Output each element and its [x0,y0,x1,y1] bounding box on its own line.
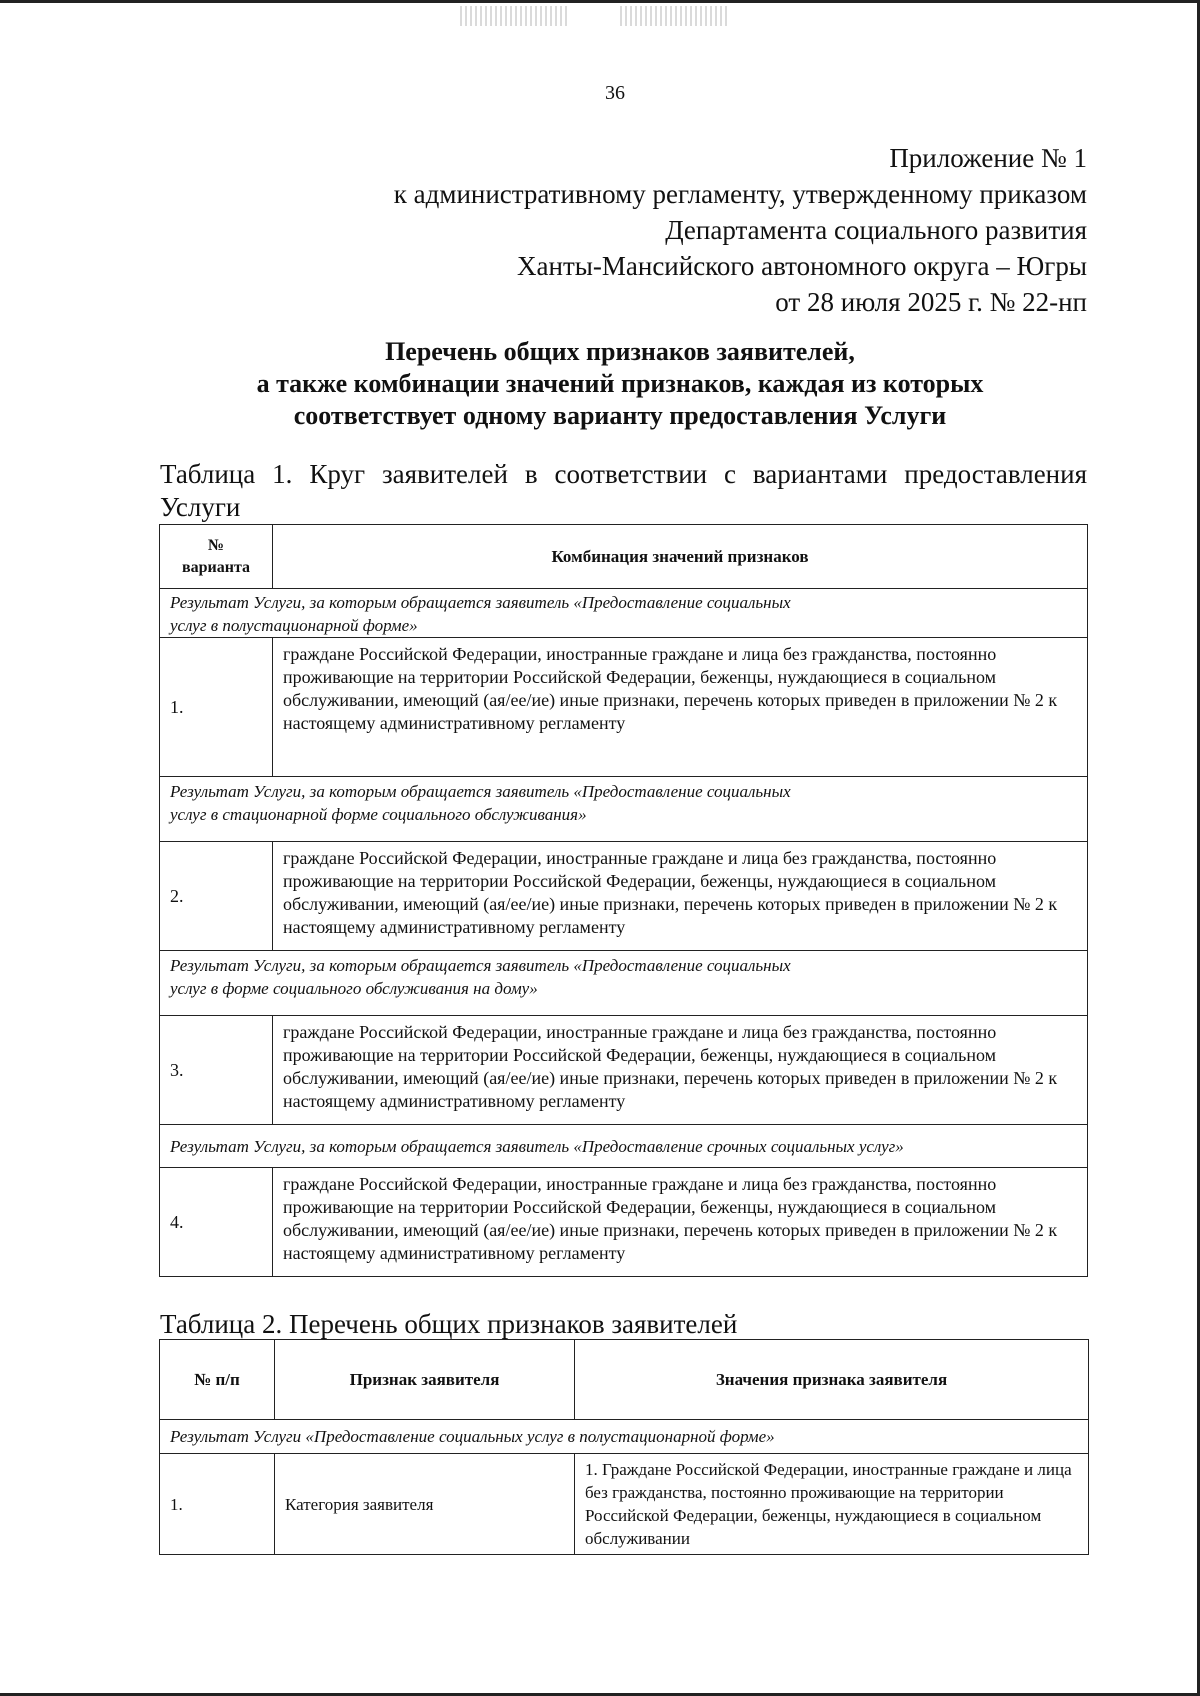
variant-number: 2. [160,842,273,951]
table1-variant-row [160,638,1088,777]
table2-header-row [160,1340,1089,1420]
scan-edge-top [0,0,1200,3]
header-attribute-values: Значения признака заявителя [575,1340,1089,1420]
scan-noise [460,6,570,26]
result-line: услуг в полустационарной форме» [170,616,418,635]
appendix-line: от 28 июля 2025 г. № 22-нп [775,287,1087,317]
title-line: Перечень общих признаков заявителей, [385,337,855,366]
result-cell [160,951,1088,1016]
title-line: соответствует одному варианту предоставления Услуги [293,401,947,430]
result-cell [160,589,1088,638]
header-combination: Комбинация значений признаков [273,525,1088,589]
table1 [159,524,1088,1277]
result-line: Результат Услуги, за которым обращается заявитель «Предоставление социальных [170,593,791,612]
page-number: 36 [605,82,625,104]
table1-variant-row [160,842,1088,951]
appendix-line: Приложение № 1 [889,143,1087,173]
row-number: 1. [160,1454,275,1555]
result-line: услуг в стационарной форме социального обслуживания» [170,805,587,824]
variant-combination: граждане Российской Федерации, иностранные граждане и лица без гражданства, постоянно проживающие на территории Российской Федерации, беженцы, нуждающиеся в социальном обслуживании, имеющий (ая/ее/ие) иные признаки, перечень которых приведен в приложении № 2 к настоящему административному регламенту [273,842,1088,951]
table1-result-row [160,1125,1088,1168]
scan-noise [620,6,730,26]
table2-result-row [160,1420,1089,1454]
table1-caption: Таблица 1. Круг заявителей в соответствии с вариантами предоставления [160,459,1087,489]
table1-variant-row [160,1016,1088,1125]
variant-number: 3. [160,1016,273,1125]
appendix-line: Ханты-Мансийского автономного округа – Югры [517,251,1087,281]
result-cell: Результат Услуги «Предоставление социальных услуг в полустационарной форме» [160,1420,1089,1454]
result-cell: Результат Услуги, за которым обращается заявитель «Предоставление срочных социальных услуг» [160,1125,1088,1168]
table2-caption: Таблица 2. Перечень общих признаков заявителей [160,1309,738,1339]
table2 [159,1339,1089,1555]
table1-result-row [160,951,1088,1016]
header-num-word: варианта [181,558,251,576]
header-row-number: № п/п [160,1340,275,1420]
table1-caption-continued: Услуги [160,492,241,522]
table2-row [160,1454,1089,1555]
appendix-line: к административному регламенту, утвержденному приказом [393,179,1087,209]
result-line: Результат Услуги, за которым обращается заявитель «Предоставление социальных [170,956,791,975]
variant-combination: граждане Российской Федерации, иностранные граждане и лица без гражданства, постоянно проживающие на территории Российской Федерации, беженцы, нуждающиеся в социальном обслуживании, имеющий (ая/ее/ие) иные признаки, перечень которых приведен в приложении № 2 к настоящему административному регламенту [273,638,1088,777]
document-title [140,336,1100,432]
variant-number: 4. [160,1168,273,1277]
row-attribute: Категория заявителя [275,1454,575,1555]
table1-header-row [160,525,1088,589]
table1-result-row [160,777,1088,842]
appendix-line: Департамента социального развития [665,215,1087,245]
row-attribute-values: 1. Граждане Российской Федерации, иностранные граждане и лица без гражданства, постоянно проживающие на территории Российской Федерации, беженцы, нуждающиеся в социальном обслуживании [575,1454,1089,1555]
header-num-sign: № [207,536,225,554]
result-cell [160,777,1088,842]
title-line: а также комбинации значений признаков, каждая из которых [256,369,984,398]
header-attribute: Признак заявителя [275,1340,575,1420]
appendix-note [394,140,1087,320]
header-variant-number [160,525,273,589]
table1-result-row [160,589,1088,638]
result-line: Результат Услуги, за которым обращается заявитель «Предоставление социальных [170,782,791,801]
variant-number: 1. [160,638,273,777]
variant-combination: граждане Российской Федерации, иностранные граждане и лица без гражданства, постоянно проживающие на территории Российской Федерации, беженцы, нуждающиеся в социальном обслуживании, имеющий (ая/ее/ие) иные признаки, перечень которых приведен в приложении № 2 к настоящему административному регламенту [273,1168,1088,1277]
variant-combination: граждане Российской Федерации, иностранные граждане и лица без гражданства, постоянно проживающие на территории Российской Федерации, беженцы, нуждающиеся в социальном обслуживании, имеющий (ая/ее/ие) иные признаки, перечень которых приведен в приложении № 2 к настоящему административному регламенту [273,1016,1088,1125]
table1-variant-row [160,1168,1088,1277]
result-line: услуг в форме социального обслуживания на дому» [170,979,538,998]
